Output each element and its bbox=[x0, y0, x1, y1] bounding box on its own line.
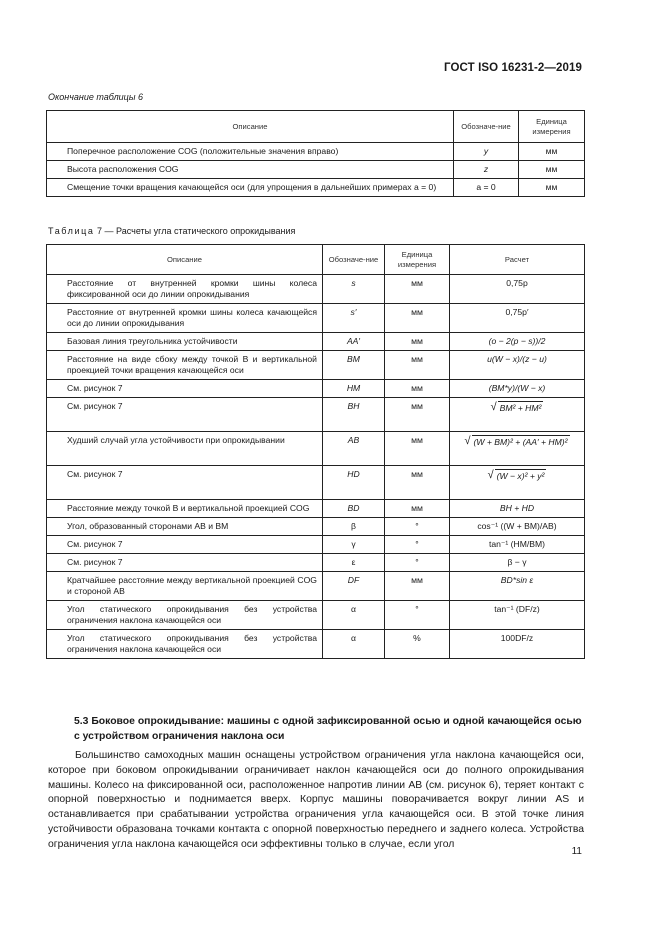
table6-header-symbol: Обозначе-ние bbox=[454, 111, 519, 143]
row-symbol: BD bbox=[323, 500, 385, 518]
row-unit: мм bbox=[519, 161, 585, 179]
row-unit: мм bbox=[385, 333, 450, 351]
square-root-formula: √ (W + BM)² + (AA′ + HM)² bbox=[464, 435, 568, 447]
row-calculation bbox=[450, 432, 585, 466]
table-row bbox=[47, 518, 585, 536]
row-calculation: (o − 2(p − s))/2 bbox=[450, 333, 585, 351]
row-unit: мм bbox=[385, 275, 450, 304]
row-symbol: DF bbox=[323, 572, 385, 601]
row-symbol: a = 0 bbox=[454, 179, 519, 197]
table7-header-unit: Единица измерения bbox=[385, 245, 450, 275]
row-symbol: ε bbox=[323, 554, 385, 572]
row-calculation: BD*sin ε bbox=[450, 572, 585, 601]
row-symbol: z bbox=[454, 161, 519, 179]
row-symbol: HD bbox=[323, 466, 385, 500]
table7-caption-word: Таблица bbox=[48, 226, 95, 236]
square-root-formula: √ BM² + HM² bbox=[490, 401, 542, 413]
table-row bbox=[47, 398, 585, 432]
row-unit: % bbox=[385, 630, 450, 659]
table6-caption: Окончание таблицы 6 bbox=[48, 92, 143, 102]
row-calculation: 0,75p bbox=[450, 275, 585, 304]
table7-header-description: Описание bbox=[47, 245, 323, 275]
row-description: Угол статического опрокидывания без устройства ограничения наклона качающейся оси bbox=[47, 601, 323, 630]
row-unit: мм bbox=[385, 500, 450, 518]
row-symbol: BM bbox=[323, 351, 385, 380]
row-symbol: β bbox=[323, 518, 385, 536]
row-unit: мм bbox=[385, 466, 450, 500]
row-symbol: α bbox=[323, 630, 385, 659]
row-description: Расстояние от внутренней кромки шины колеса качающейся оси до линии опрокидывания bbox=[47, 304, 323, 333]
table-row bbox=[47, 351, 585, 380]
row-description: См. рисунок 7 bbox=[47, 380, 323, 398]
row-unit: мм bbox=[519, 143, 585, 161]
row-description: Поперечное расположение COG (положительные значения вправо) bbox=[47, 143, 454, 161]
row-description: Смещение точки вращения качающейся оси (для упрощения в дальнейших примерах a = 0) bbox=[47, 179, 454, 197]
row-description: Расстояние между точкой B и вертикальной проекцией COG bbox=[47, 500, 323, 518]
table-row bbox=[47, 572, 585, 601]
row-description: Расстояние на виде сбоку между точкой B и вертикальной проекцией точки вращения качающейся оси bbox=[47, 351, 323, 380]
table-row bbox=[47, 554, 585, 572]
page-number: 11 bbox=[571, 846, 582, 857]
row-description: Расстояние от внутренней кромки шины колеса фиксированной оси до линии опрокидывания bbox=[47, 275, 323, 304]
body-paragraph: Большинство самоходных машин оснащены устройством ограничения угла наклона качающейся оси, которое при боковом опрокидывании ограничивает наклон качающейся оси до полного опрокидывания машины. Колесо на фиксированной оси, расположенное напротив линии AB (см. рисунок 6), теряет контакт с опорной поверхностью и поднимается вверх. Корпус машины поворачивается вокруг линии AS и останавливается при срабатывании устройства ограничения угла качающейся оси. В этой точке линия устойчивости образована точками контакта с опорной поверхностью переднего и заднего колеса. Устройства ограничения угла наклона качающейся оси эффективны только в случае, если угол bbox=[48, 750, 584, 850]
row-unit: ° bbox=[385, 518, 450, 536]
table-row bbox=[47, 333, 585, 351]
row-symbol: HM bbox=[323, 380, 385, 398]
table7-caption bbox=[48, 226, 295, 236]
row-calculation bbox=[450, 398, 585, 432]
table-row bbox=[47, 143, 585, 161]
row-symbol: AB bbox=[323, 432, 385, 466]
row-description: Кратчайшее расстояние между вертикальной проекцией COG и стороной AB bbox=[47, 572, 323, 601]
row-description: См. рисунок 7 bbox=[47, 536, 323, 554]
row-unit: мм bbox=[519, 179, 585, 197]
section-heading: 5.3 Боковое опрокидывание: машины с одной зафиксированной осью и одной качающейся осью с устройством ограничения наклона оси bbox=[74, 716, 582, 742]
row-description: См. рисунок 7 bbox=[47, 398, 323, 432]
row-description: См. рисунок 7 bbox=[47, 554, 323, 572]
row-calculation: BH + HD bbox=[450, 500, 585, 518]
row-unit: ° bbox=[385, 554, 450, 572]
row-calculation bbox=[450, 466, 585, 500]
row-symbol: s bbox=[323, 275, 385, 304]
row-description: Угол статического опрокидывания без устройства ограничения наклона качающейся оси bbox=[47, 630, 323, 659]
row-unit: мм bbox=[385, 304, 450, 333]
table7 bbox=[46, 244, 585, 659]
row-description: Высота расположения COG bbox=[47, 161, 454, 179]
square-root-formula: √ (W − x)² + y² bbox=[487, 469, 545, 481]
table-row bbox=[47, 161, 585, 179]
row-calculation: (BM*y)/(W − x) bbox=[450, 380, 585, 398]
row-symbol: γ bbox=[323, 536, 385, 554]
table-row bbox=[47, 275, 585, 304]
row-unit: мм bbox=[385, 398, 450, 432]
row-unit: мм bbox=[385, 432, 450, 466]
table-row bbox=[47, 500, 585, 518]
row-symbol: y bbox=[454, 143, 519, 161]
table-row bbox=[47, 601, 585, 630]
document-id: ГОСТ ISO 16231-2—2019 bbox=[444, 62, 582, 74]
row-unit: ° bbox=[385, 601, 450, 630]
table7-caption-title: 7 — Расчеты угла статического опрокидывания bbox=[97, 226, 296, 236]
table7-header-calculation: Расчет bbox=[450, 245, 585, 275]
table-row bbox=[47, 536, 585, 554]
row-symbol: s′ bbox=[323, 304, 385, 333]
row-calculation: tan⁻¹ (HM/BM) bbox=[450, 536, 585, 554]
row-symbol: AA′ bbox=[323, 333, 385, 351]
row-description: См. рисунок 7 bbox=[47, 466, 323, 500]
row-calculation: 100DF/z bbox=[450, 630, 585, 659]
row-description: Базовая линия треугольника устойчивости bbox=[47, 333, 323, 351]
row-description: Угол, образованный сторонами AB и BM bbox=[47, 518, 323, 536]
table6 bbox=[46, 110, 585, 197]
row-unit: мм bbox=[385, 351, 450, 380]
table-row bbox=[47, 380, 585, 398]
table-row bbox=[47, 630, 585, 659]
row-description: Худший случай угла устойчивости при опрокидывании bbox=[47, 432, 323, 466]
table-row bbox=[47, 466, 585, 500]
row-calculation: u(W − x)/(z − u) bbox=[450, 351, 585, 380]
row-calculation: 0,75p′ bbox=[450, 304, 585, 333]
row-calculation: cos⁻¹ ((W + BM)/AB) bbox=[450, 518, 585, 536]
row-unit: мм bbox=[385, 572, 450, 601]
row-calculation: β − γ bbox=[450, 554, 585, 572]
table7-header-symbol: Обозначе-ние bbox=[323, 245, 385, 275]
table-row bbox=[47, 304, 585, 333]
row-symbol: α bbox=[323, 601, 385, 630]
row-unit: ° bbox=[385, 536, 450, 554]
table6-header-unit: Единица измерения bbox=[519, 111, 585, 143]
table-row bbox=[47, 432, 585, 466]
table-row bbox=[47, 179, 585, 197]
row-unit: мм bbox=[385, 380, 450, 398]
row-symbol: BH bbox=[323, 398, 385, 432]
table6-header-description: Описание bbox=[47, 111, 454, 143]
row-calculation: tan⁻¹ (DF/z) bbox=[450, 601, 585, 630]
